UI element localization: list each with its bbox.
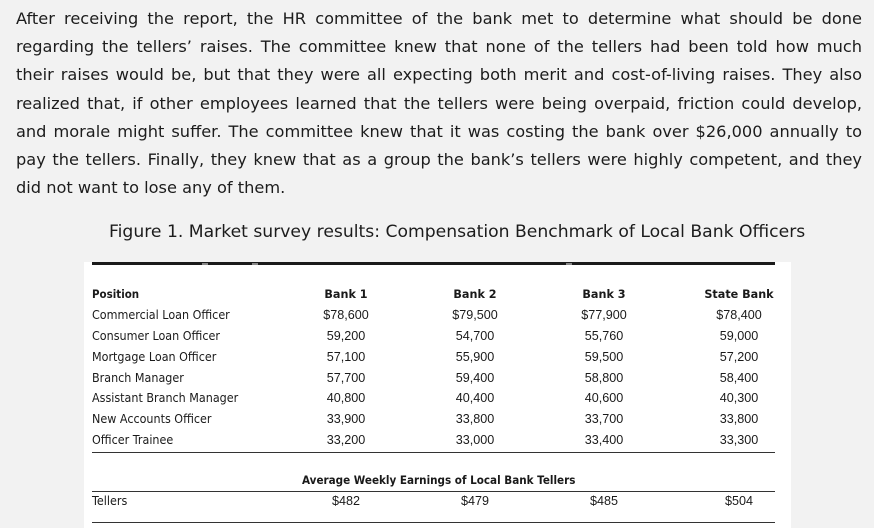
column-header-state-bank: State Bank xyxy=(704,288,774,301)
paragraph-line: realized that, if other employees learned that the tellers were being overpaid, friction could develop, xyxy=(16,93,862,113)
column-header-bank-1: Bank 1 xyxy=(324,288,368,301)
table-cell: 57,100 xyxy=(326,350,366,364)
table-cell: 59,500 xyxy=(584,350,624,364)
paragraph-line: and morale might suffer. The committee knew that it was costing the bank over $26,000 annually to xyxy=(16,121,862,141)
table-cell: 40,600 xyxy=(584,391,624,405)
table-cell: 57,200 xyxy=(719,350,759,364)
paragraph-line: did not want to lose any of them. xyxy=(16,178,286,198)
compensation-table xyxy=(84,262,791,528)
table-cell: 55,900 xyxy=(455,350,495,364)
table-cell: $504 xyxy=(724,494,754,508)
table-cell: $479 xyxy=(460,494,490,508)
row-label: Commercial Loan Officer xyxy=(92,308,230,322)
table-cell: 40,400 xyxy=(455,391,495,405)
rule-mark xyxy=(252,263,258,265)
table-cell: $77,900 xyxy=(581,308,627,322)
table-top-rule xyxy=(92,262,775,265)
row-label: New Accounts Officer xyxy=(92,412,212,426)
rule-mark xyxy=(202,263,208,265)
table-cell: 59,200 xyxy=(326,329,366,343)
table-cell: 59,400 xyxy=(455,371,495,385)
tellers-subtitle: Average Weekly Earnings of Local Bank Tellers xyxy=(302,474,576,487)
table-cell: 54,700 xyxy=(455,329,495,343)
table-cell: 58,400 xyxy=(719,371,759,385)
row-label: Branch Manager xyxy=(92,371,184,385)
column-header-position: Position xyxy=(92,288,140,301)
column-header-bank-3: Bank 3 xyxy=(582,288,626,301)
table-cell: 40,300 xyxy=(719,391,759,405)
table-cell: 33,700 xyxy=(584,412,624,426)
figure-caption: Figure 1. Market survey results: Compensation Benchmark of Local Bank Officers xyxy=(109,222,806,242)
table-cell: 33,200 xyxy=(326,433,366,447)
body-paragraph xyxy=(16,5,862,202)
table-cell: 58,800 xyxy=(584,371,624,385)
column-header-bank-2: Bank 2 xyxy=(453,288,497,301)
paragraph-line: their raises would be, but that they were all expecting both merit and cost-of-living raises. They also xyxy=(16,65,862,85)
paragraph-line: pay the tellers. Finally, they knew that as a group the bank’s tellers were highly competent, and they xyxy=(16,150,862,170)
table-cell: 33,800 xyxy=(719,412,759,426)
table-cell: $79,500 xyxy=(452,308,498,322)
table-cell: $78,400 xyxy=(716,308,762,322)
table-cell: 33,800 xyxy=(455,412,495,426)
row-label: Consumer Loan Officer xyxy=(92,329,220,343)
table-cell: 33,900 xyxy=(326,412,366,426)
row-label: Mortgage Loan Officer xyxy=(92,350,217,364)
row-label: Tellers xyxy=(92,494,128,508)
row-label: Officer Trainee xyxy=(92,433,174,447)
paragraph-line: regarding the tellers’ raises. The committee knew that none of the tellers had been told how much xyxy=(16,37,862,57)
table-cell: 33,000 xyxy=(455,433,495,447)
table-cell: 57,700 xyxy=(326,371,366,385)
table-cell: 40,800 xyxy=(326,391,366,405)
table-divider xyxy=(92,452,775,453)
row-label: Assistant Branch Manager xyxy=(92,391,239,405)
table-cell: 55,760 xyxy=(584,329,624,343)
table-cell: 59,000 xyxy=(719,329,759,343)
table-cell: $78,600 xyxy=(323,308,369,322)
table-cell: $482 xyxy=(331,494,361,508)
table-cell: $485 xyxy=(589,494,619,508)
table-cell: 33,400 xyxy=(584,433,624,447)
table-bottom-rule xyxy=(92,522,775,523)
table-cell: 33,300 xyxy=(719,433,759,447)
table-divider xyxy=(92,491,775,492)
rule-mark xyxy=(566,263,572,265)
paragraph-line: After receiving the report, the HR committee of the bank met to determine what should be done xyxy=(16,9,862,28)
